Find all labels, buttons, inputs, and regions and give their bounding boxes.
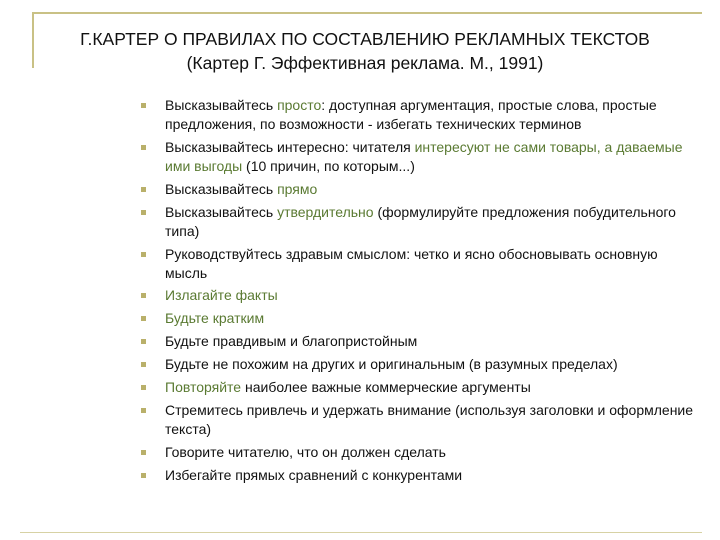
bullet-square-icon [141,187,146,192]
rule-text: (формулируйте предложения побудительного типа) [165,203,676,239]
rule-text: Высказывайтесь интересно: читателя [165,138,415,155]
rule-item [0,245,720,283]
rule-text: Будьте не похожим на других и оригинальным (в разумных пределах) [165,356,618,373]
rules-list [0,96,720,489]
rule-text: Стремитесь привлечь и удержать внимание (используя заголовки и оформление текста) [165,401,694,437]
rule-highlight-text: Будьте кратким [165,310,265,327]
bullet-square-icon [141,293,146,298]
rule-highlight-text: Излагайте факты [165,287,278,304]
rule-item [0,378,720,397]
bullet-square-icon [141,408,146,413]
rule-text: Говорите читателю, что он должен сделать [165,443,446,460]
rule-item [0,443,720,462]
title-line-source: (Картер Г. Эффективная реклама. М., 1991) [186,53,544,73]
rule-text: Высказывайтесь [165,180,278,197]
bullet-square-icon [141,210,146,215]
bullet-square-icon [141,339,146,344]
rule-item [0,138,720,176]
rule-text: Руководствуйтесь здравым смыслом: четко и ясно обосновывать основную мысль [165,245,658,281]
frame-bottom-line [20,532,702,533]
bullet-square-icon [141,385,146,390]
rule-item [0,466,720,485]
bullet-square-icon [141,473,146,478]
bullet-square-icon [141,316,146,321]
rule-text: Высказывайтесь [165,203,278,220]
rule-item [0,309,720,328]
frame-left-line [32,12,34,68]
rule-item [0,332,720,351]
slide-title [40,27,690,75]
rule-highlight-text: Повторяйте [165,379,242,396]
bullet-square-icon [141,103,146,108]
rule-item [0,355,720,374]
rule-text: (10 причин, по которым...) [242,157,415,174]
bullet-square-icon [141,450,146,455]
rule-highlight-text: просто [277,97,322,113]
frame-top-line [32,12,702,14]
rule-item [0,401,720,439]
rule-item [0,180,720,199]
rule-text: Избегайте прямых сравнений с конкурентами [165,466,463,483]
rule-highlight-text: интересуют не сами товары, а даваемые ими выгоды [165,138,683,174]
bullet-square-icon [141,145,146,150]
rule-item [0,203,720,241]
rule-text: наиболее важные коммерческие аргументы [241,379,531,396]
bullet-square-icon [141,252,146,257]
title-line-main: Г.КАРТЕР О ПРАВИЛАХ ПО СОСТАВЛЕНИЮ РЕКЛАМНЫХ ТЕКСТОВ [80,29,650,49]
rule-item [0,286,720,305]
bullet-square-icon [141,362,146,367]
rule-text: Будьте правдивым и благопристойным [165,333,418,350]
rule-text: : доступная аргументация, простые слова, простые предложения, по возможности - избегать технических терминов [165,97,657,132]
rule-highlight-text: прямо [277,180,318,197]
rule-highlight-text: утвердительно [277,203,374,220]
rule-text: Высказывайтесь [165,97,278,113]
rule-item [0,96,720,134]
